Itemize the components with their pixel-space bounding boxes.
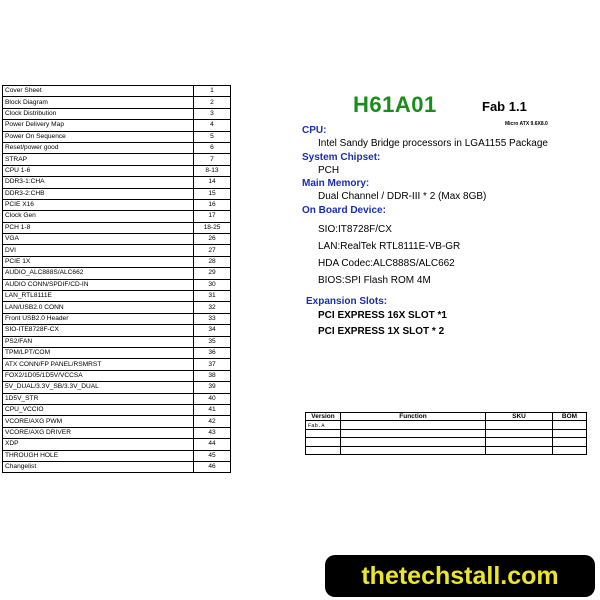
index-row xyxy=(3,359,231,370)
revision-cell xyxy=(341,446,486,454)
index-row xyxy=(3,154,231,165)
index-row xyxy=(3,427,231,438)
index-row xyxy=(3,199,231,210)
revision-cell xyxy=(341,429,486,437)
revision-cell xyxy=(341,421,486,429)
index-title: Clock Gen xyxy=(3,211,194,222)
index-page: 6 xyxy=(194,142,231,153)
index-title: AUDIO_ALC888S/ALC662 xyxy=(3,268,194,279)
revision-cell xyxy=(486,438,553,446)
index-page: 35 xyxy=(194,336,231,347)
index-page: 32 xyxy=(194,302,231,313)
revision-row xyxy=(306,429,587,437)
index-row xyxy=(3,234,231,245)
index-page: 7 xyxy=(194,154,231,165)
index-row xyxy=(3,393,231,404)
onboard-heading: On Board Device: xyxy=(302,204,386,216)
revision-cell xyxy=(306,438,341,446)
index-page: 42 xyxy=(194,416,231,427)
revision-table xyxy=(305,412,587,455)
index-row xyxy=(3,131,231,142)
index-page: 17 xyxy=(194,211,231,222)
fab-revision: Fab 1.1 xyxy=(482,99,527,114)
index-title: PS2/FAN xyxy=(3,336,194,347)
index-page: 45 xyxy=(194,450,231,461)
index-page: 2 xyxy=(194,97,231,108)
index-title: Clock Distribution xyxy=(3,108,194,119)
watermark-text: thetechstall.com xyxy=(361,562,559,590)
expansion-heading: Expansion Slots: xyxy=(306,296,388,307)
revision-cell xyxy=(486,429,553,437)
index-title: DDR3-1:CHA xyxy=(3,177,194,188)
revision-row xyxy=(306,446,587,454)
cpu-heading: CPU: xyxy=(302,125,327,136)
index-row xyxy=(3,291,231,302)
index-row xyxy=(3,416,231,427)
chipset-heading: System Chipset: xyxy=(302,151,381,163)
index-page: 8-13 xyxy=(194,165,231,176)
index-row xyxy=(3,177,231,188)
index-row xyxy=(3,461,231,472)
index-title: 1D5V_STR xyxy=(3,393,194,404)
index-page: 37 xyxy=(194,359,231,370)
onboard-list xyxy=(302,221,592,289)
spec-block xyxy=(302,124,592,289)
index-row xyxy=(3,268,231,279)
index-title: CPU 1-6 xyxy=(3,165,194,176)
revision-header: Function xyxy=(341,413,486,421)
index-title: DDR3-2:CHB xyxy=(3,188,194,199)
index-row xyxy=(3,336,231,347)
revision-cell xyxy=(486,421,553,429)
revision-row xyxy=(306,421,587,429)
revision-cell: Fab.A xyxy=(306,421,341,429)
index-page: 29 xyxy=(194,268,231,279)
onboard-item: HDA Codec:ALC888S/ALC662 xyxy=(318,257,455,269)
index-title: STRAP xyxy=(3,154,194,165)
index-title: VCORE/AXG PWM xyxy=(3,416,194,427)
index-title: TPM/LPT/COM xyxy=(3,347,194,358)
index-page: 3 xyxy=(194,108,231,119)
index-title: PCH 1-8 xyxy=(3,222,194,233)
index-page: 4 xyxy=(194,120,231,131)
index-title: VCORE/AXG DRIVER xyxy=(3,427,194,438)
index-title: SIO-ITE8728F-CX xyxy=(3,325,194,336)
index-page: 33 xyxy=(194,313,231,324)
index-title: FOX2/1D05/1D5V/VCCSA xyxy=(3,370,194,381)
index-page: 38 xyxy=(194,370,231,381)
index-title: Block Diagram xyxy=(3,97,194,108)
index-row xyxy=(3,86,231,97)
revision-header: BOM xyxy=(553,413,587,421)
index-page: 14 xyxy=(194,177,231,188)
index-row xyxy=(3,450,231,461)
index-row xyxy=(3,120,231,131)
index-title: DVI xyxy=(3,245,194,256)
index-page: 34 xyxy=(194,325,231,336)
revision-cell xyxy=(486,446,553,454)
index-title: XDP xyxy=(3,439,194,450)
revision-cell xyxy=(306,429,341,437)
revision-row xyxy=(306,438,587,446)
revision-cell xyxy=(553,429,587,437)
memory-value: Dual Channel / DDR-III * 2 (Max 8GB) xyxy=(318,191,487,203)
revision-header: Version xyxy=(306,413,341,421)
revision-cell xyxy=(306,446,341,454)
index-page: 39 xyxy=(194,382,231,393)
index-row xyxy=(3,222,231,233)
expansion-item: PCI EXPRESS 16X SLOT *1 xyxy=(318,310,447,321)
index-row xyxy=(3,302,231,313)
index-page: 26 xyxy=(194,234,231,245)
index-page: 5 xyxy=(194,131,231,142)
index-row xyxy=(3,313,231,324)
index-row xyxy=(3,211,231,222)
index-table xyxy=(2,85,231,473)
form-factor: Micro ATX 9.6X8.0 xyxy=(505,121,548,127)
index-title: CPU_VCCIO xyxy=(3,404,194,415)
watermark-badge xyxy=(325,555,595,597)
index-title: Reset/power good xyxy=(3,142,194,153)
index-title: Cover Sheet xyxy=(3,86,194,97)
onboard-item: LAN:RealTek RTL8111E-VB-GR xyxy=(318,240,461,252)
index-title: LAN/USB2.0 CONN xyxy=(3,302,194,313)
index-page: 40 xyxy=(194,393,231,404)
index-title: PCIE 1X xyxy=(3,256,194,267)
index-page: 44 xyxy=(194,439,231,450)
index-row xyxy=(3,108,231,119)
cpu-value: Intel Sandy Bridge processors in LGA1155 Package xyxy=(318,138,548,149)
index-title: VGA xyxy=(3,234,194,245)
index-title: Power On Sequence xyxy=(3,131,194,142)
board-title: H61A01 xyxy=(353,92,437,117)
index-row xyxy=(3,404,231,415)
index-title: LAN_RTL8111E xyxy=(3,291,194,302)
revision-cell xyxy=(553,446,587,454)
index-page: 41 xyxy=(194,404,231,415)
onboard-item: SIO:IT8728F/CX xyxy=(318,223,392,235)
index-row xyxy=(3,325,231,336)
index-page: 30 xyxy=(194,279,231,290)
index-page: 18-25 xyxy=(194,222,231,233)
revision-header: SKU xyxy=(486,413,553,421)
index-page: 1 xyxy=(194,86,231,97)
index-row xyxy=(3,256,231,267)
expansion-item: PCI EXPRESS 1X SLOT * 2 xyxy=(318,326,445,337)
index-title: Power Delivery Map xyxy=(3,120,194,131)
index-title: ATX CONN/FP PANEL/RSMRST xyxy=(3,359,194,370)
index-title: Changelist xyxy=(3,461,194,472)
index-page: 43 xyxy=(194,427,231,438)
chipset-value: PCH xyxy=(318,164,340,176)
index-row xyxy=(3,142,231,153)
index-row xyxy=(3,188,231,199)
index-title: THROUGH HOLE xyxy=(3,450,194,461)
index-page: 36 xyxy=(194,347,231,358)
revision-cell xyxy=(553,421,587,429)
expansion-block xyxy=(306,295,447,340)
index-page: 16 xyxy=(194,199,231,210)
index-title: 5V_DUAL/3.3V_SB/3.3V_DUAL xyxy=(3,382,194,393)
index-row xyxy=(3,97,231,108)
index-row xyxy=(3,347,231,358)
index-page: 28 xyxy=(194,256,231,267)
index-row xyxy=(3,245,231,256)
revision-cell xyxy=(341,438,486,446)
index-row xyxy=(3,165,231,176)
index-page: 27 xyxy=(194,245,231,256)
index-page: 46 xyxy=(194,461,231,472)
memory-heading: Main Memory: xyxy=(302,178,370,190)
index-title: AUDIO CONN/SPDIF/CD-IN xyxy=(3,279,194,290)
index-row xyxy=(3,279,231,290)
index-title: PCIE X16 xyxy=(3,199,194,210)
index-row xyxy=(3,439,231,450)
index-title: Front USB2.0 Header xyxy=(3,313,194,324)
index-page: 15 xyxy=(194,188,231,199)
index-row xyxy=(3,382,231,393)
index-row xyxy=(3,370,231,381)
revision-cell xyxy=(553,438,587,446)
onboard-item: BIOS:SPI Flash ROM 4M xyxy=(318,274,431,286)
index-page: 31 xyxy=(194,291,231,302)
